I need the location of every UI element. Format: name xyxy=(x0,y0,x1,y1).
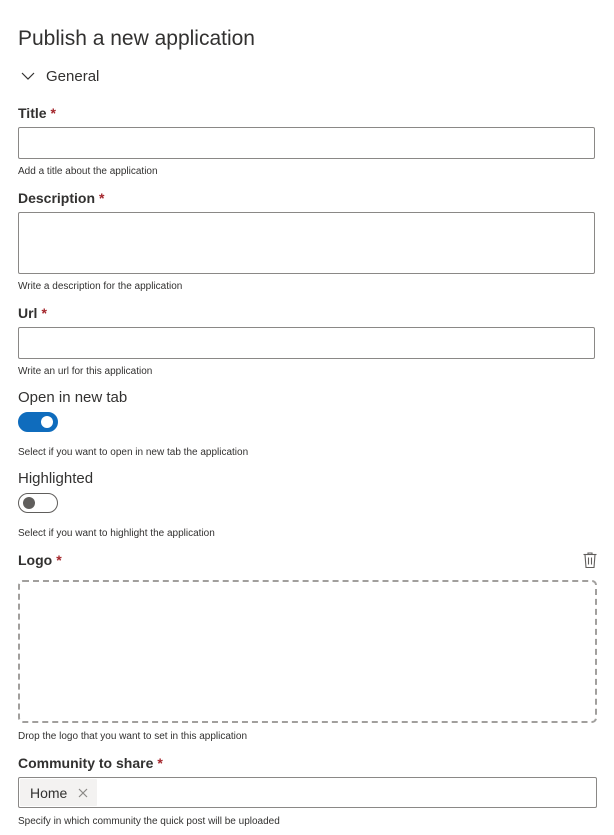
open-new-tab-toggle[interactable] xyxy=(18,412,58,432)
required-marker: * xyxy=(56,552,62,568)
toggle-knob xyxy=(23,497,35,509)
url-input[interactable] xyxy=(19,328,594,358)
title-hint: Add a title about the application xyxy=(18,166,158,177)
title-label: Title * xyxy=(18,105,56,121)
description-label: Description * xyxy=(18,190,105,206)
logo-dropzone[interactable] xyxy=(18,580,597,723)
highlighted-hint: Select if you want to highlight the application xyxy=(18,528,215,539)
url-hint: Write an url for this application xyxy=(18,366,153,377)
community-hint: Specify in which community the quick post will be uploaded xyxy=(18,816,280,827)
url-field-box xyxy=(18,327,595,359)
open-new-tab-hint: Select if you want to open in new tab the application xyxy=(18,447,249,458)
description-textarea[interactable] xyxy=(19,213,594,273)
required-marker: * xyxy=(41,305,47,321)
title-field-box xyxy=(18,127,595,159)
community-picker xyxy=(18,777,597,808)
community-pill xyxy=(20,779,97,806)
community-search-input[interactable] xyxy=(97,777,596,808)
required-marker: * xyxy=(99,190,105,206)
description-hint: Write a description for the application xyxy=(18,281,183,292)
url-label: Url * xyxy=(18,305,47,321)
section-title: General xyxy=(46,67,100,85)
page-title: Publish a new application xyxy=(18,27,255,50)
section-general-toggle[interactable] xyxy=(18,64,99,88)
highlighted-toggle[interactable] xyxy=(18,493,58,513)
description-field-box xyxy=(18,212,595,274)
close-icon-glyph xyxy=(78,788,88,798)
close-icon[interactable] xyxy=(75,785,91,801)
required-marker: * xyxy=(157,755,163,771)
community-pill-label: Home xyxy=(30,784,68,801)
logo-hint: Drop the logo that you want to set in this application xyxy=(18,731,248,742)
open-new-tab-label: Open in new tab xyxy=(18,389,128,406)
trash-icon[interactable] xyxy=(582,551,598,569)
community-label: Community to share * xyxy=(18,755,163,771)
required-marker: * xyxy=(50,105,56,121)
logo-label: Logo * xyxy=(18,552,62,568)
toggle-knob xyxy=(41,416,53,428)
highlighted-label: Highlighted xyxy=(18,470,94,487)
chevron-down-icon xyxy=(20,68,36,84)
title-input[interactable] xyxy=(19,128,594,158)
